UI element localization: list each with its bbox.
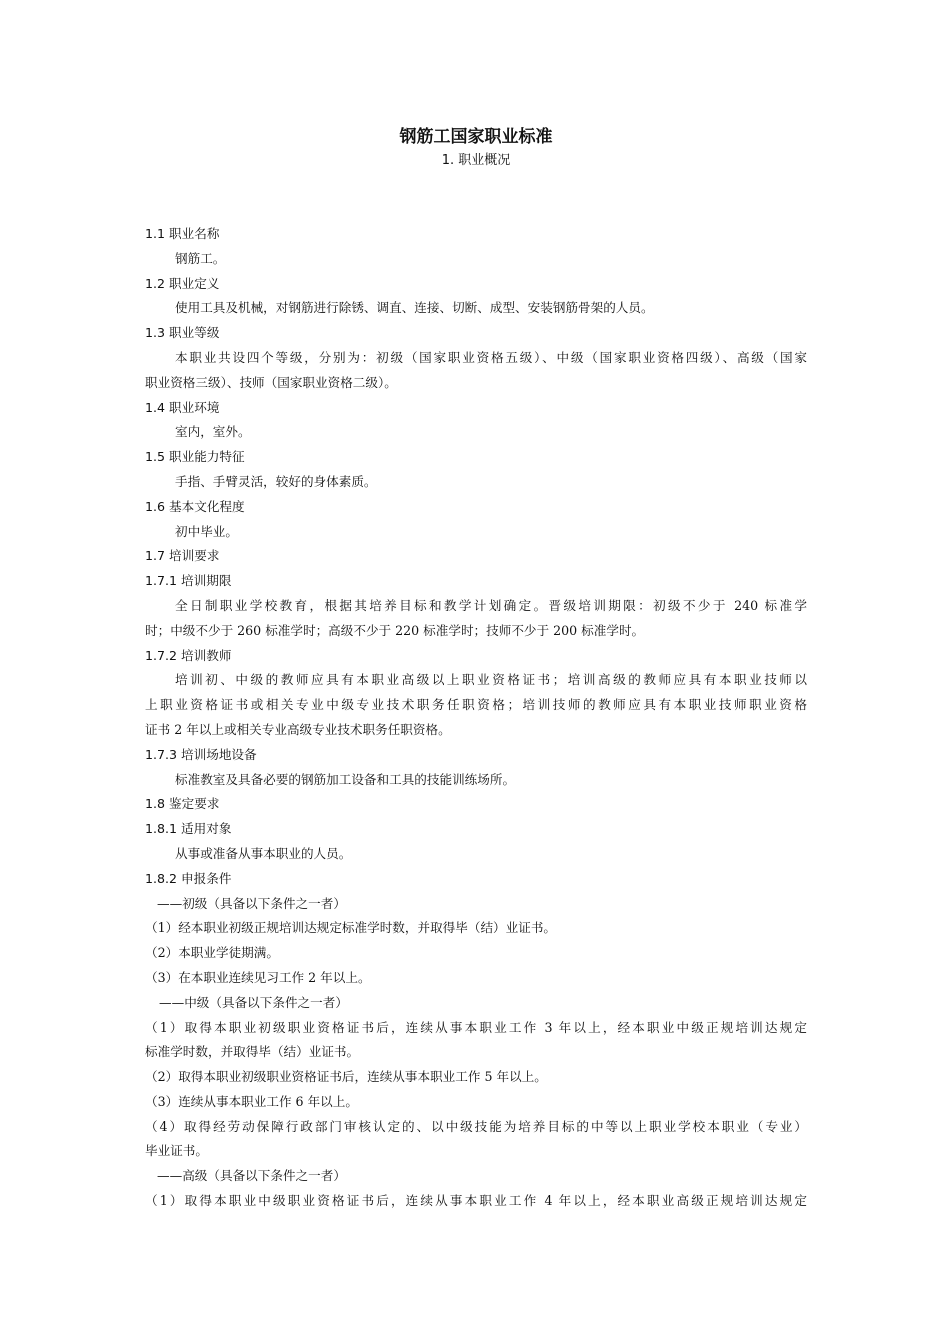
paragraph-line: 证书 2 年以上或相关专业高级专业技术职务任职资格。 (145, 721, 451, 737)
subsection-heading: 1.4 职业环境 (145, 399, 220, 415)
level-heading: ——中级（具备以下条件之一者） (159, 994, 348, 1010)
paragraph-line: 标准学时数，并取得毕（结）业证书。 (145, 1044, 360, 1060)
paragraph-line: 时；中级不少于 260 标准学时；高级不少于 220 标准学时；技师不少于 200 标准学时。 (145, 622, 645, 638)
subsection-heading: 1.5 职业能力特征 (145, 449, 245, 465)
subsection-heading: 1.7 培训要求 (145, 548, 220, 564)
subsection-heading: 1.7.1 培训期限 (145, 573, 232, 589)
subsection-heading: 1.8.2 申报条件 (145, 870, 232, 886)
paragraph-line: （2）取得本职业初级职业资格证书后，连续从事本职业工作 5 年以上。 (145, 1069, 547, 1085)
paragraph-line: 室内，室外。 (175, 424, 251, 440)
level-heading: ——高级（具备以下条件之一者） (157, 1168, 346, 1184)
paragraph-line: 钢筋工。 (175, 250, 226, 266)
paragraph-line: 手指、手臂灵活，较好的身体素质。 (175, 473, 377, 489)
paragraph-line: （1）经本职业初级正规培训达规定标准学时数，并取得毕（结）业证书。 (145, 920, 557, 936)
paragraph-line: （3）在本职业连续见习工作 2 年以上。 (145, 969, 371, 985)
subsection-heading: 1.8 鉴定要求 (145, 796, 220, 812)
paragraph-line: 初中毕业。 (175, 523, 238, 539)
subsection-heading: 1.1 职业名称 (145, 226, 220, 241)
subsection-heading: 1.7.3 培训场地设备 (145, 746, 257, 762)
subsection-heading: 1.7.2 培训教师 (145, 647, 232, 663)
paragraph-line: 全日制职业学校教育，根据其培养目标和教学计划确定。晋级培训期限：初级不少于 240 标准学 (175, 597, 807, 613)
paragraph-line: 标准教室及具备必要的钢筋加工设备和工具的技能训练场所。 (175, 771, 516, 787)
document-title: 钢筋工国家职业标准 (399, 127, 553, 147)
subsection-heading: 1.3 职业等级 (145, 325, 220, 341)
paragraph-line: （1）取得本职业初级职业资格证书后，连续从事本职业工作 3 年以上，经本职业中级正规培训达规定 (145, 1019, 807, 1035)
paragraph-line: （4）取得经劳动保障行政部门审核认定的、以中级技能为培养目标的中等以上职业学校本职业（专业） (145, 1118, 807, 1134)
paragraph-line: （3）连续从事本职业工作 6 年以上。 (145, 1093, 358, 1109)
subsection-heading: 1.6 基本文化程度 (145, 498, 245, 514)
paragraph-line: 从事或准备从事本职业的人员。 (175, 845, 352, 861)
paragraph-line: 使用工具及机械，对钢筋进行除锈、调直、连接、切断、成型、安装钢筋骨架的人员。 (175, 300, 654, 316)
paragraph-line: 毕业证书。 (145, 1143, 208, 1159)
subsection-heading: 1.2 职业定义 (145, 275, 220, 291)
paragraph-line: （1）取得本职业中级职业资格证书后，连续从事本职业工作 4 年以上，经本职业高级正规培训达规定 (145, 1193, 807, 1209)
document-body (145, 222, 807, 1214)
paragraph-line: （2）本职业学徒期满。 (145, 945, 279, 961)
section-heading: 1. 职业概况 (441, 153, 511, 168)
paragraph-line: 培训初、中级的教师应具有本职业高级以上职业资格证书；培训高级的教师应具有本职业技师以 (175, 672, 807, 688)
level-heading: ——初级（具备以下条件之一者） (157, 895, 346, 911)
paragraph-line: 上职业资格证书或相关专业中级专业技术职务任职资格；培训技师的教师应具有本职业技师职业资格 (145, 697, 807, 713)
paragraph-line: 职业资格三级）、技师（国家职业资格二级）。 (145, 374, 397, 390)
subsection-heading: 1.8.1 适用对象 (145, 821, 232, 837)
paragraph-line: 本职业共设四个等级，分别为：初级（国家职业资格五级）、中级（国家职业资格四级）、高级（国家 (175, 349, 807, 365)
